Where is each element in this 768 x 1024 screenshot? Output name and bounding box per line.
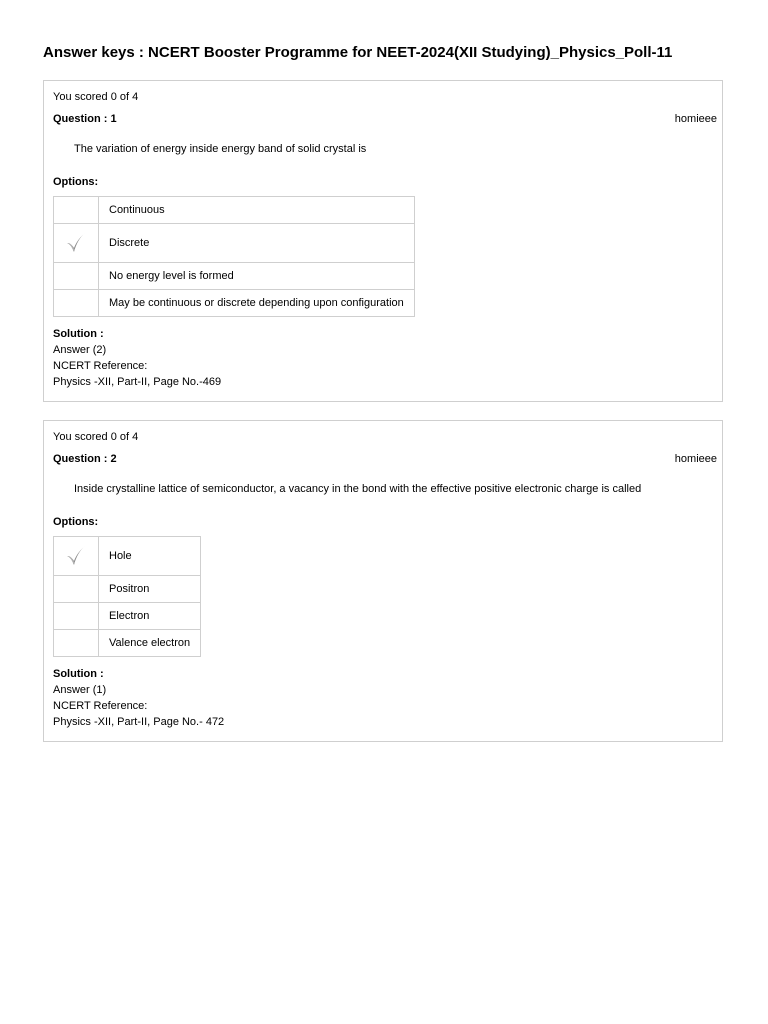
options-label: Options:	[53, 516, 99, 528]
solution-answer: Answer (2)	[53, 344, 107, 356]
option-mark-cell	[54, 603, 99, 630]
option-text: Positron	[99, 576, 201, 603]
option-row-correct	[54, 537, 201, 576]
option-row	[54, 630, 201, 657]
option-mark-cell	[54, 224, 99, 263]
score-text: You scored 0 of 4	[53, 91, 139, 103]
solution-page: Physics -XII, Part-II, Page No.-469	[53, 376, 222, 388]
question-label: Question : 2	[53, 453, 117, 465]
page-title: Answer keys : NCERT Booster Programme for NEET-2024(XII Studying)_Physics_Poll-11	[43, 44, 673, 61]
option-text: Discrete	[99, 224, 415, 263]
option-row	[54, 197, 415, 224]
option-mark-cell	[54, 576, 99, 603]
question-text: The variation of energy inside energy band of solid crystal is	[74, 143, 367, 155]
option-row	[54, 576, 201, 603]
solution-heading: Solution :	[53, 668, 104, 680]
option-text: May be continuous or discrete depending upon configuration	[99, 290, 415, 317]
username: homieee	[674, 453, 717, 465]
checkmark-icon	[64, 543, 88, 569]
question-card-2	[43, 420, 723, 742]
option-mark-cell	[54, 290, 99, 317]
option-mark-cell	[54, 197, 99, 224]
option-row	[54, 603, 201, 630]
solution-block	[53, 666, 224, 730]
options-label: Options:	[53, 176, 99, 188]
option-row-correct	[54, 224, 415, 263]
question-card-1	[43, 80, 723, 402]
solution-reference: NCERT Reference:	[53, 700, 148, 712]
option-row	[54, 290, 415, 317]
option-row	[54, 263, 415, 290]
options-table	[53, 536, 201, 657]
option-mark-cell	[54, 630, 99, 657]
option-mark-cell	[54, 537, 99, 576]
question-label: Question : 1	[53, 113, 117, 125]
option-text: Electron	[99, 603, 201, 630]
username: homieee	[674, 113, 717, 125]
checkmark-icon	[64, 230, 88, 256]
solution-page: Physics -XII, Part-II, Page No.- 472	[53, 716, 225, 728]
option-text: Hole	[99, 537, 201, 576]
option-text: No energy level is formed	[99, 263, 415, 290]
score-text: You scored 0 of 4	[53, 431, 139, 443]
question-text: Inside crystalline lattice of semiconductor, a vacancy in the bond with the effective positive electronic charge is called	[74, 483, 642, 495]
solution-answer: Answer (1)	[53, 684, 107, 696]
option-text: Valence electron	[99, 630, 201, 657]
solution-block	[53, 326, 221, 390]
solution-heading: Solution :	[53, 328, 104, 340]
options-table	[53, 196, 415, 317]
option-mark-cell	[54, 263, 99, 290]
solution-reference: NCERT Reference:	[53, 360, 148, 372]
option-text: Continuous	[99, 197, 415, 224]
